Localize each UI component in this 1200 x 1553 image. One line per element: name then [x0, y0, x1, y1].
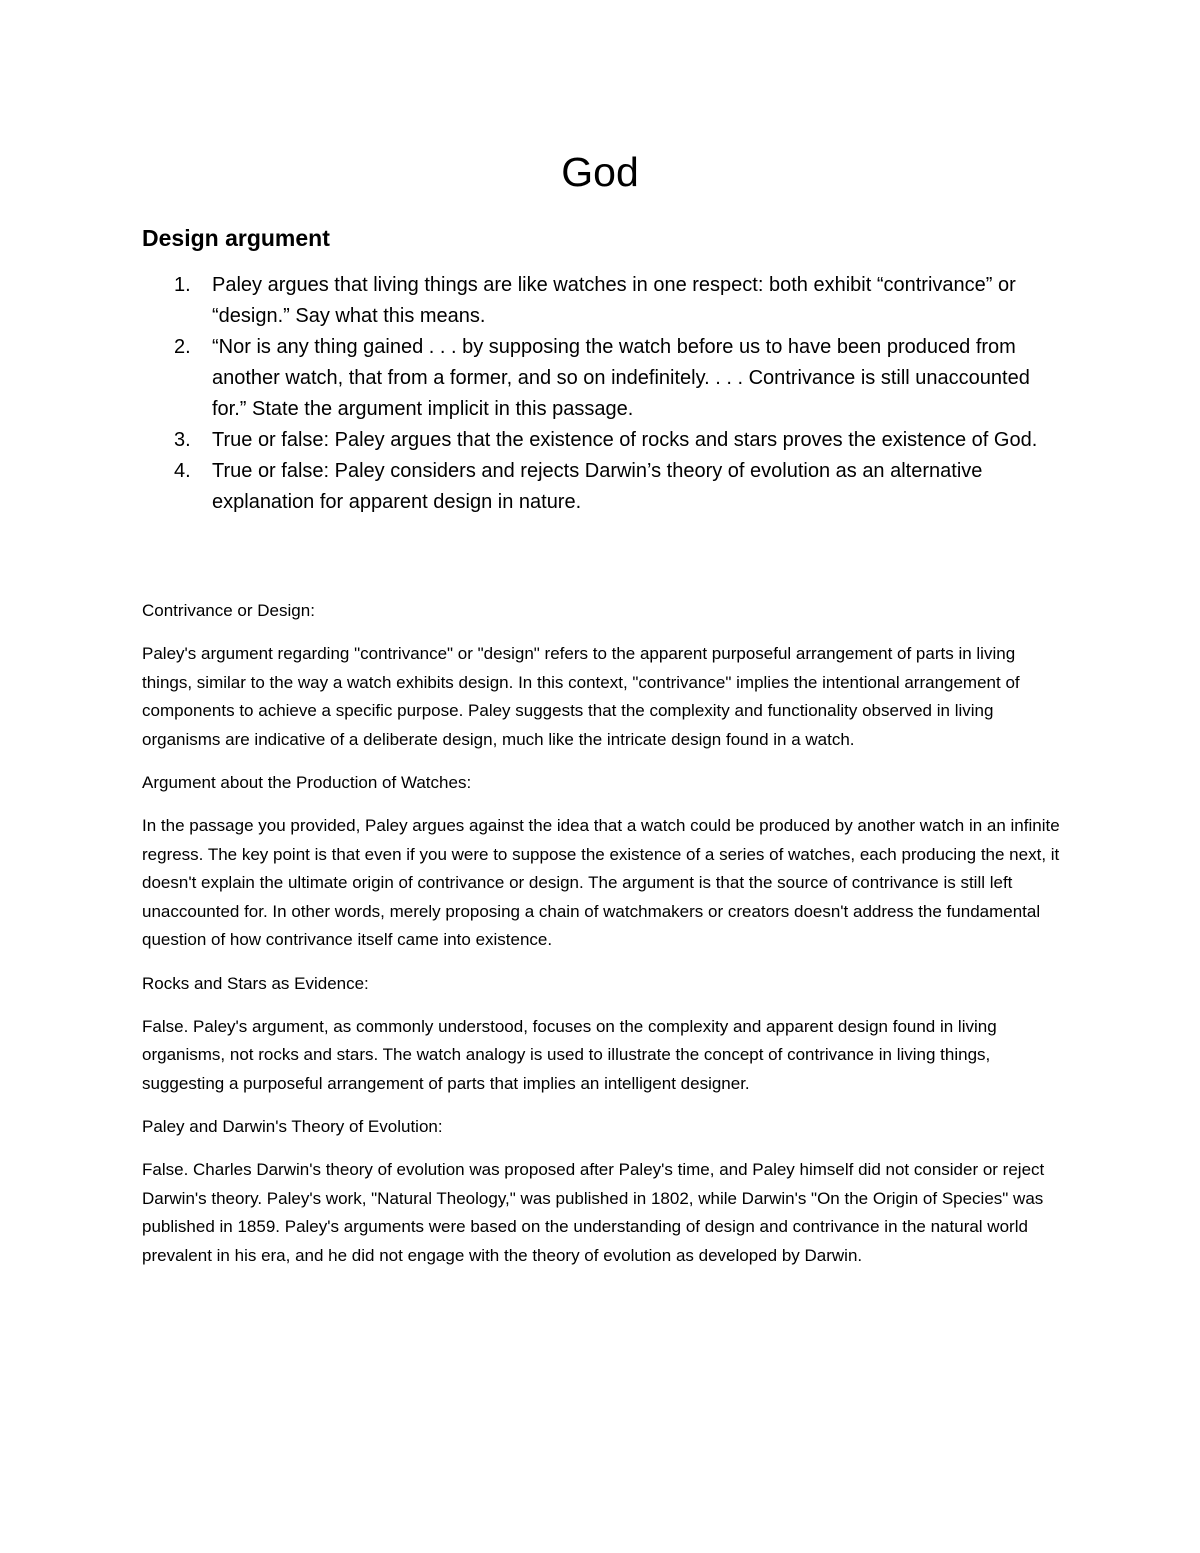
- question-item: [142, 332, 1062, 425]
- answer-paragraph: False. Charles Darwin's theory of evolution was proposed after Paley's time, and Paley himself did not consider or reject Darwin's theory. Paley's work, "Natural Theology," was published in 1802, while Darwin's "On the Origin of Species" was published in 1859. Paley's arguments were based on the understanding of design and contrivance in the natural world prevalent in his era, and he did not engage with the theory of evolution as developed by Darwin.: [142, 1160, 1045, 1265]
- question-text: True or false: Paley considers and rejects Darwin’s theory of evolution as an alternative explanation for apparent design in nature.: [212, 460, 983, 513]
- question-item: [142, 425, 1062, 456]
- question-text: “Nor is any thing gained . . . by supposing the watch before us to have been produced from another watch, that from a former, and so on indefinitely. . . . Contrivance is still unaccounted for.” State the argument implicit in this passage.: [212, 336, 1030, 420]
- question-number: 3.: [174, 429, 191, 451]
- question-number: 2.: [174, 336, 191, 358]
- question-text: Paley argues that living things are like watches in one respect: both exhibit “contrivance” or “design.” Say what this means.: [212, 274, 1016, 327]
- question-text: True or false: Paley argues that the existence of rocks and stars proves the existence of God.: [212, 429, 1038, 451]
- answers-section: [142, 597, 1062, 1285]
- question-list: [142, 270, 1062, 518]
- answer-heading: Argument about the Production of Watches:: [142, 773, 472, 792]
- answer-heading: Contrivance or Design:: [142, 601, 315, 620]
- answer-paragraph: In the passage you provided, Paley argues against the idea that a watch could be produced by another watch in an infinite regress. The key point is that even if you were to suppose the existence of a series of watches, each producing the next, it doesn't explain the ultimate origin of contrivance or design. The argument is that the source of contrivance is still left unaccounted for. In other words, merely proposing a chain of watchmakers or creators doesn't address the fundamental question of how contrivance itself came into existence.: [142, 816, 1060, 949]
- answer-paragraph: Paley's argument regarding "contrivance" or "design" refers to the apparent purposeful arrangement of parts in living things, similar to the way a watch exhibits design. In this context, "contrivance" implies the intentional arrangement of components to achieve a specific purpose. Paley suggests that the complexity and functionality observed in living organisms are indicative of a deliberate design, much like the intricate design found in a watch.: [142, 644, 1020, 749]
- answer-paragraph: False. Paley's argument, as commonly understood, focuses on the complexity and apparent design found in living organisms, not rocks and stars. The watch analogy is used to illustrate the concept of contrivance in living things, suggesting a purposeful arrangement of parts that implies an intelligent designer.: [142, 1016, 997, 1093]
- section-heading: Design argument: [142, 225, 330, 251]
- page-title: God: [561, 149, 639, 195]
- answer-heading: Rocks and Stars as Evidence:: [142, 973, 369, 993]
- question-item: [142, 456, 1062, 518]
- question-number: 1.: [174, 274, 191, 296]
- question-number: 4.: [174, 460, 191, 482]
- answer-heading: Paley and Darwin's Theory of Evolution:: [142, 1117, 443, 1136]
- question-item: [142, 270, 1062, 332]
